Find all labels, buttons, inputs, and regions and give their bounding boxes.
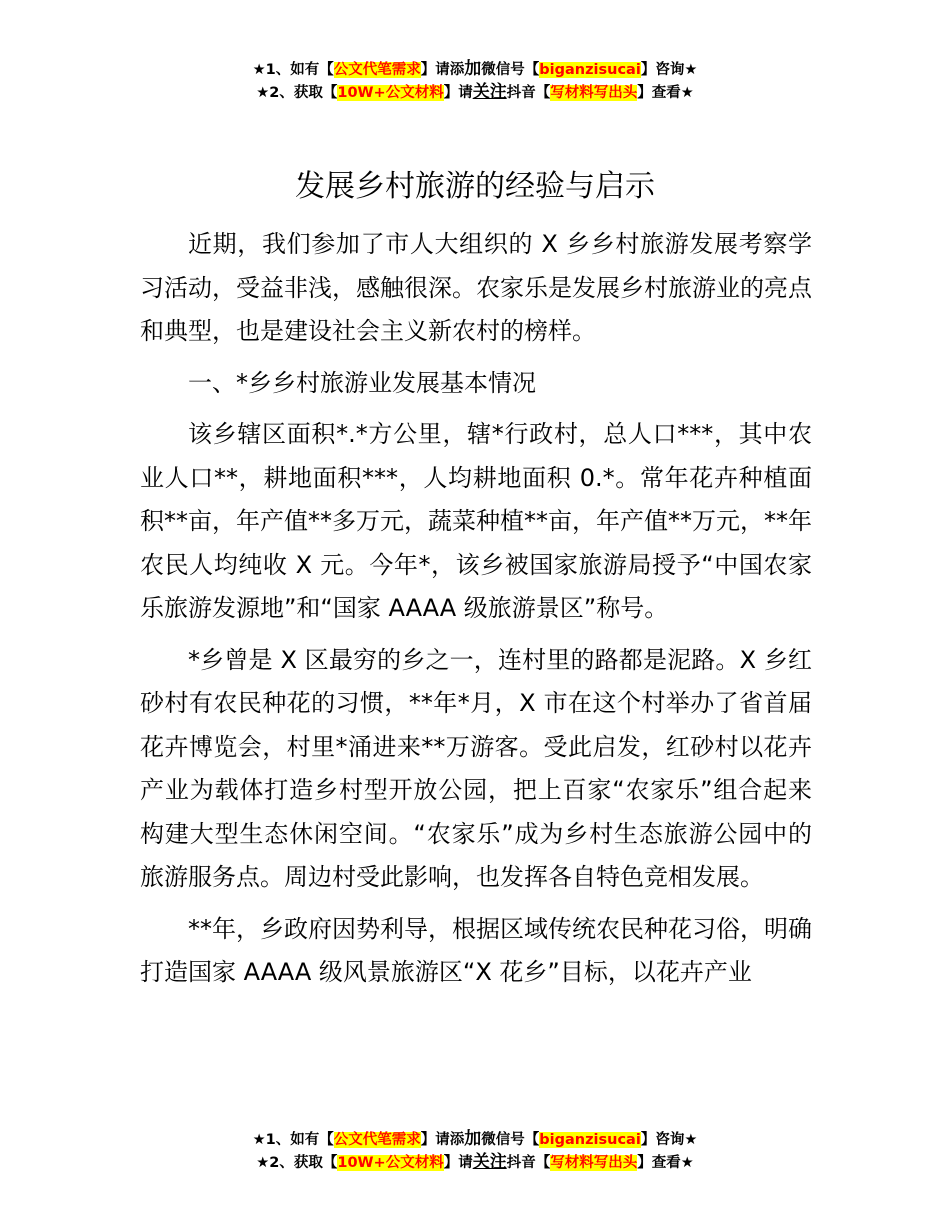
- promo-text: 】咨询★: [640, 62, 698, 78]
- promo-text-large: 加: [464, 1129, 482, 1149]
- promo-highlight: 10W+公文材料: [337, 85, 444, 101]
- promo-highlight: 写材料写出头: [550, 1155, 638, 1171]
- promo-highlight: 写材料写出头: [550, 85, 638, 101]
- promo-text-large: 关注: [472, 1152, 507, 1172]
- promo-text: 】查看★: [637, 85, 694, 101]
- footer-promo-banner: [0, 1128, 950, 1174]
- promo-text: ★1、如有【: [252, 62, 334, 78]
- promo-text-large: 加: [464, 59, 482, 79]
- promo-text: 】请: [443, 1155, 473, 1171]
- promo-highlight: 公文代笔需求: [333, 1132, 421, 1148]
- promo-highlight: 公文代笔需求: [333, 62, 421, 78]
- promo-text: 】请添: [420, 1132, 465, 1148]
- promo-line-1: [0, 58, 950, 81]
- promo-text: ★1、如有【: [252, 1132, 334, 1148]
- paragraph: **年，乡政府因势利导，根据区域传统农民种花习俗，明确打造国家 AAAA 级风景旅游区“X 花乡”目标，以花卉产业: [140, 914, 812, 986]
- promo-highlight: biganzisucai: [539, 1132, 641, 1148]
- document-body: [140, 223, 812, 1003]
- promo-text: 】请添: [420, 62, 465, 78]
- promo-text: 】请: [443, 85, 473, 101]
- promo-text: 抖音【: [506, 85, 551, 101]
- promo-text: ★2、获取【: [256, 85, 338, 101]
- header-promo-banner: [0, 58, 950, 104]
- section-heading: 一、*乡乡村旅游业发展基本情况: [188, 368, 536, 397]
- paragraph: 近期，我们参加了市人大组织的 X 乡乡村旅游发展考察学习活动，受益非浅，感触很深。农家乐是发展乡村旅游业的亮点和典型，也是建设社会主义新农村的榜样。: [140, 230, 812, 345]
- promo-text: ★2、获取【: [256, 1155, 338, 1171]
- promo-text: 微信号【: [481, 62, 540, 78]
- promo-text: 】查看★: [637, 1155, 694, 1171]
- promo-line-1: [0, 1128, 950, 1151]
- paragraph: *乡曾是 X 区最穷的乡之一，连村里的路都是泥路。X 乡红砂村有农民种花的习惯，**年*月，X 市在这个村举办了省首届花卉博览会，村里*涌进来**万游客。受此启发，红砂村以花卉产业为载体打造乡村型开放公园，把上百家“农家乐”组合起来构建大型生态休闲空间。“农家乐”成为乡村生态旅游公园中的旅游服务点。周边村受此影响，也发挥各自特色竞相发展。: [140, 645, 812, 891]
- document-title: 发展乡村旅游的经验与启示: [295, 169, 655, 204]
- promo-highlight: 10W+公文材料: [337, 1155, 444, 1171]
- promo-text: 微信号【: [481, 1132, 540, 1148]
- promo-line-2: [0, 81, 950, 104]
- promo-line-2: [0, 1151, 950, 1174]
- promo-text: 抖音【: [506, 1155, 551, 1171]
- promo-text: 】咨询★: [640, 1132, 698, 1148]
- promo-highlight: biganzisucai: [539, 62, 641, 78]
- paragraph: 该乡辖区面积*.*方公里，辖*行政村，总人口***，其中农业人口**，耕地面积***，人均耕地面积 0.*。常年花卉种植面积**亩，年产值**多万元，蔬菜种植**亩，年产值**万元，**年农民人均纯收 X 元。今年*，该乡被国家旅游局授予“中国农家乐旅游发源地”和“国家 AAAA 级旅游景区”称号。: [140, 420, 812, 622]
- promo-text-large: 关注: [472, 82, 507, 102]
